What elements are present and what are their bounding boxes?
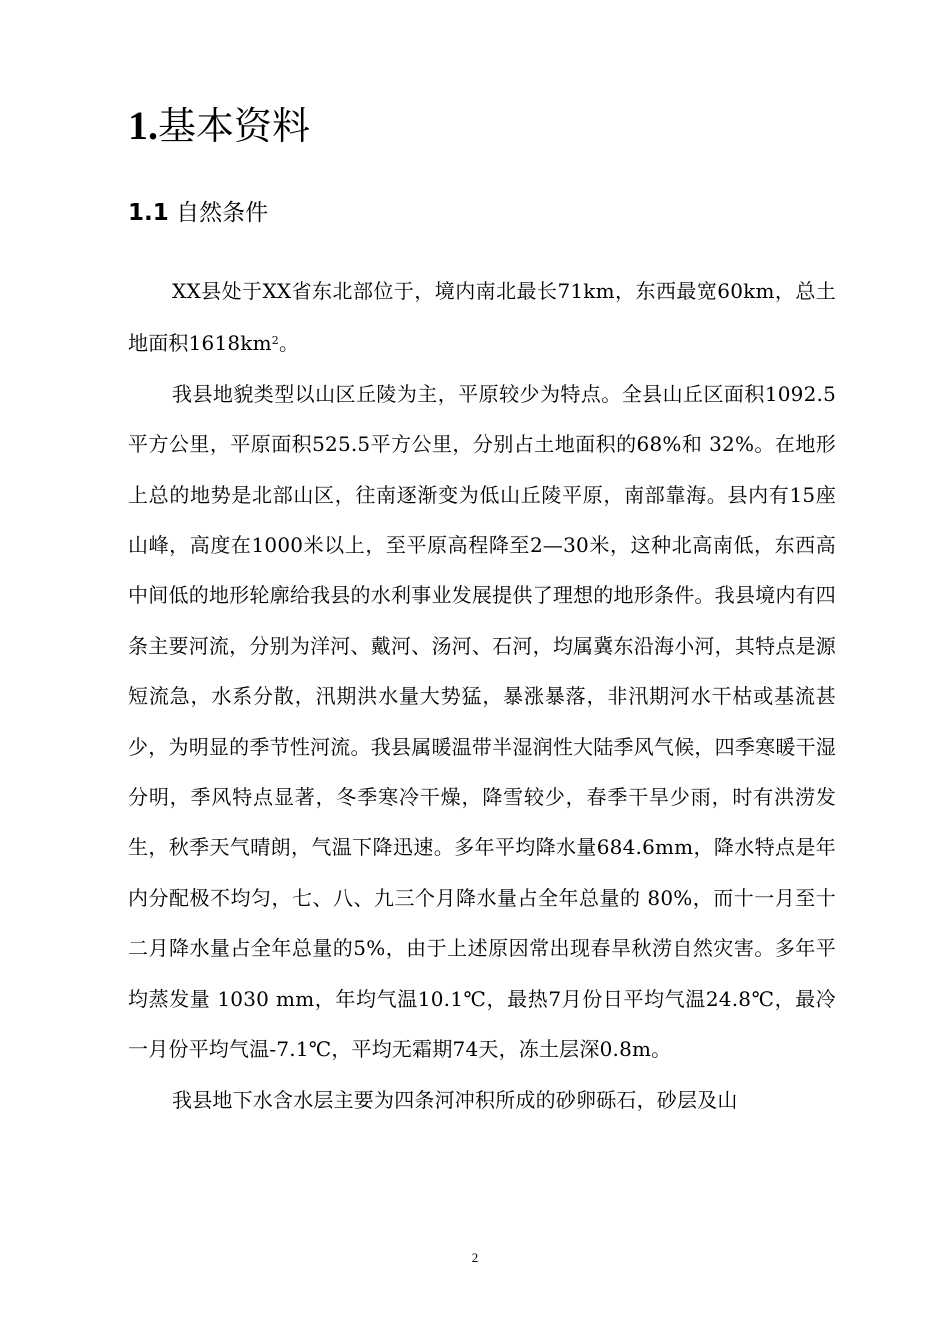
heading-1-number: 1. [128,103,158,148]
heading-1 [128,100,310,152]
paragraph-terrain-climate: 我县地貌类型以山区丘陵为主，平原较少为特点。全县山丘区面积1092.5平方公里，平原面积525.5平方公里，分别占土地面积的68%和 32%。在地形上总的地势是北部山区，往南逐渐变为低山丘陵平原，南部靠海。县内有15座山峰，高度在1000米以上，至平原高程降至2—30米，这种北高南低，东西高中间低的地形轮廓给我县的水利事业发展提供了理想的地形条件。我县境内有四条主要河流，分别为洋河、戴河、汤河、石河，均属冀东沿海小河，其特点是源短流急，水系分散，汛期洪水量大势猛，暴涨暴落，非汛期河水干枯或基流甚少，为明显的季节性河流。我县属暖温带半湿润性大陆季风气候，四季寒暖干湿分明，季风特点显著，冬季寒冷干燥，降雪较少，春季干旱少雨，时有洪涝发生，秋季天气晴朗，气温下降迅速。多年平均降水量684.6mm，降水特点是年内分配极不均匀，七、八、九三个月降水量占全年总量的 80%，而十一月至十二月降水量占全年总量的5%，由于上述原因常出现春旱秋涝自然灾害。多年平均蒸发量 1030 mm，年均气温10.1℃，最热7月份日平均气温24.8℃，最冷一月份平均气温-7.1℃，平均无霜期74天，冻土层深0.8m。 [128,381,836,1062]
paragraph-area [128,266,836,369]
heading-2-title: 自然条件 [176,200,269,226]
heading-2 [128,196,268,230]
paragraph-groundwater: 我县地下水含水层主要为四条河冲积所成的砂卵砾石，砂层及山 [172,1087,738,1112]
paragraph-area-text: XX县处于XX省东北部位于，境内南北最长71km，东西最宽60km，总土地面积1618km [128,279,836,356]
superscript-two: 2 [271,334,279,348]
paragraph-area-end: 。 [279,331,300,356]
heading-2-number: 1.1 [128,200,169,226]
page-number: 2 [471,1250,479,1265]
heading-1-title: 基本资料 [158,104,311,148]
body-text [128,266,836,1125]
